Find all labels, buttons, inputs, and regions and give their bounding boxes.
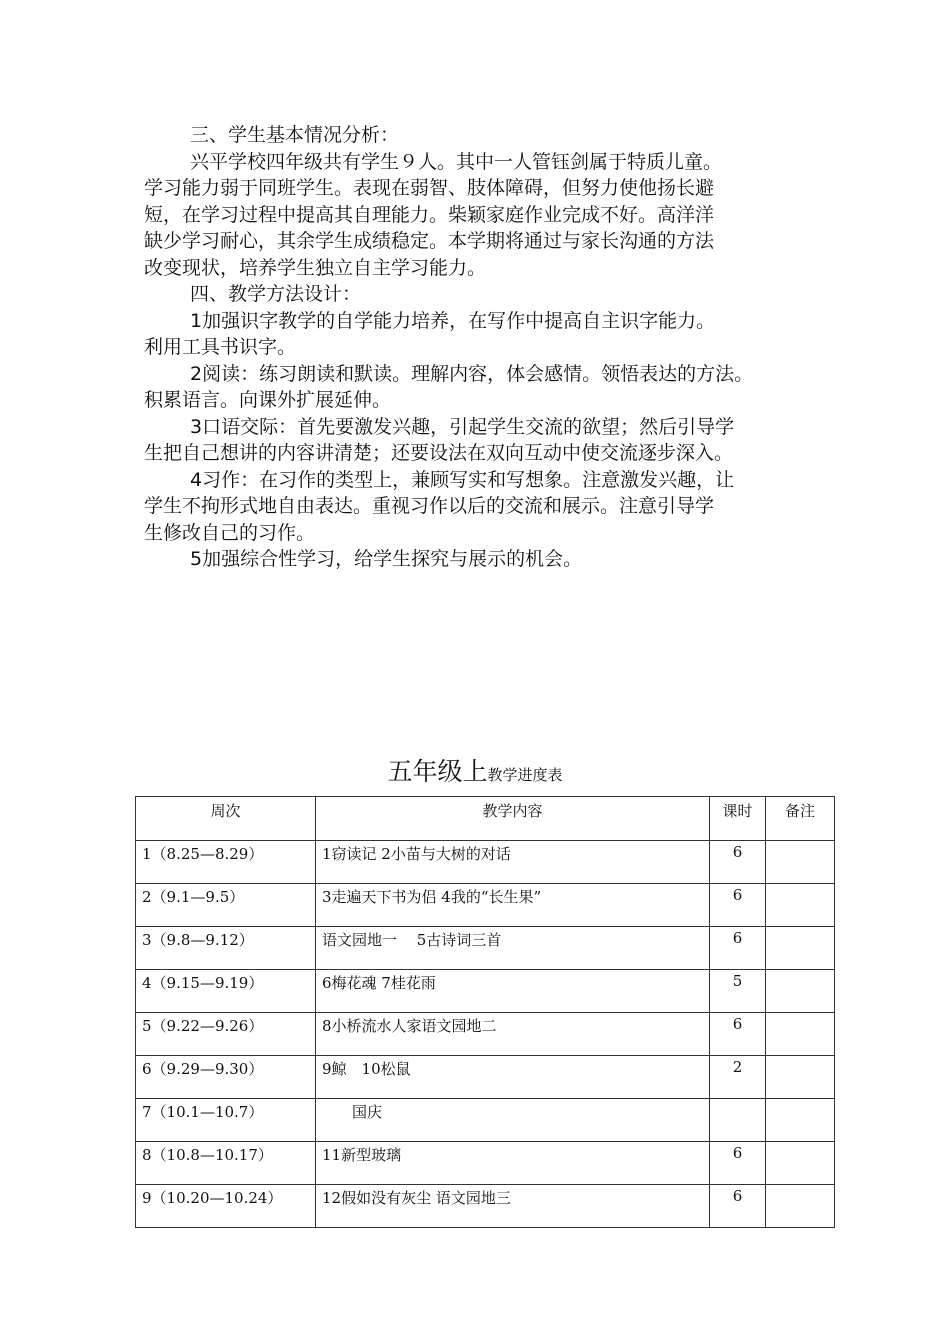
cell-content: 12假如没有灰尘 语文园地三: [316, 1185, 710, 1228]
body-line: 四、教学方法设计：: [190, 283, 362, 305]
cell-note: [766, 1185, 835, 1228]
body-line: 三、学生基本情况分析：: [190, 124, 400, 146]
header-hours: 课时: [710, 797, 766, 841]
body-line: 4习作：在习作的类型上，兼顾写实和写想象。注意激发兴趣，让: [190, 468, 735, 491]
header-note: 备注: [766, 797, 835, 841]
cell-content: 9鲸 10松鼠: [316, 1056, 710, 1099]
cell-week: 7（10.1—10.7）: [136, 1099, 316, 1142]
table-row: [136, 927, 835, 970]
body-line: 1加强识字教学的自学能力培养，在写作中提高自主识字能力。: [190, 309, 716, 332]
header-content: 教学内容: [316, 797, 710, 841]
schedule-title-label: 教学进度表: [487, 766, 563, 784]
cell-week: 9（10.20—10.24）: [136, 1185, 316, 1228]
cell-note: [766, 1013, 835, 1056]
cell-hours: 6: [710, 927, 766, 970]
table-row: [136, 1056, 835, 1099]
cell-content: 3走遍天下书为侣 4我的“长生果”: [316, 884, 710, 927]
cell-content: 语文园地一 5古诗词三首: [316, 927, 710, 970]
cell-note: [766, 1142, 835, 1185]
body-line: 学生不拘形式地自由表达。重视习作以后的交流和展示。注意引导学: [144, 495, 715, 517]
schedule-header-row: [136, 797, 835, 841]
header-week: 周次: [136, 797, 316, 841]
body-line: 5加强综合性学习，给学生探究与展示的机会。: [190, 548, 583, 570]
body-line: 生把自己想讲的内容讲清楚；还要设法在双向互动中使交流逐步深入。: [144, 442, 734, 464]
cell-week: 6（9.29—9.30）: [136, 1056, 316, 1099]
body-text: [144, 122, 824, 573]
body-line: 生修改自己的习作。: [144, 521, 316, 544]
cell-hours: [710, 1099, 766, 1142]
body-line: 积累语言。向课外扩展延伸。: [144, 389, 392, 411]
cell-note: [766, 841, 835, 884]
cell-week: 4（9.15—9.19）: [136, 970, 316, 1013]
table-row: [136, 1142, 835, 1185]
body-line: 缺少学习耐心，其余学生成绩稳定。本学期将通过与家长沟通的方法: [144, 230, 715, 252]
table-row: [136, 884, 835, 927]
cell-content: 1窃读记 2小苗与大树的对话: [316, 841, 710, 884]
body-line: 3口语交际：首先要激发兴趣，引起学生交流的欲望；然后引导学: [190, 415, 735, 438]
cell-hours: 6: [710, 1013, 766, 1056]
cell-week: 8（10.8—10.17）: [136, 1142, 316, 1185]
cell-week: 3（9.8—9.12）: [136, 927, 316, 970]
table-row: [136, 1013, 835, 1056]
cell-week: 2（9.1—9.5）: [136, 884, 316, 927]
cell-week: 1（8.25—8.29）: [136, 841, 316, 884]
table-row: [136, 1099, 835, 1142]
cell-hours: 6: [710, 1185, 766, 1228]
cell-content: 11新型玻璃: [316, 1142, 710, 1185]
cell-note: [766, 1099, 835, 1142]
cell-hours: 6: [710, 1142, 766, 1185]
schedule-table: [135, 796, 835, 1228]
body-line: 利用工具书识字。: [144, 336, 297, 358]
schedule-title: [0, 752, 950, 788]
cell-hours: 5: [710, 970, 766, 1013]
cell-content: 6梅花魂 7桂花雨: [316, 970, 710, 1013]
cell-content: 8小桥流水人家语文园地二: [316, 1013, 710, 1056]
cell-note: [766, 970, 835, 1013]
body-line: 兴平学校四年级共有学生９人。其中一人管钰剑属于特质儿童。: [190, 150, 723, 173]
table-row: [136, 970, 835, 1013]
cell-note: [766, 927, 835, 970]
cell-hours: 6: [710, 884, 766, 927]
body-line: 改变现状，培养学生独立自主学习能力。: [144, 256, 487, 279]
cell-note: [766, 1056, 835, 1099]
cell-note: [766, 884, 835, 927]
schedule-title-grade: 五年级上: [387, 757, 488, 786]
cell-hours: 6: [710, 841, 766, 884]
cell-content: 国庆: [316, 1099, 710, 1142]
cell-week: 5（9.22—9.26）: [136, 1013, 316, 1056]
body-line: 学习能力弱于同班学生。表现在弱智、肢体障碍，但努力使他扬长避: [144, 177, 715, 199]
body-line: 2阅读：练习朗读和默读。理解内容，体会感情。领悟表达的方法。: [190, 362, 754, 385]
body-line: 短，在学习过程中提高其自理能力。柴颖家庭作业完成不好。高洋洋: [144, 203, 715, 226]
table-row: [136, 1185, 835, 1228]
cell-hours: 2: [710, 1056, 766, 1099]
table-row: [136, 841, 835, 884]
